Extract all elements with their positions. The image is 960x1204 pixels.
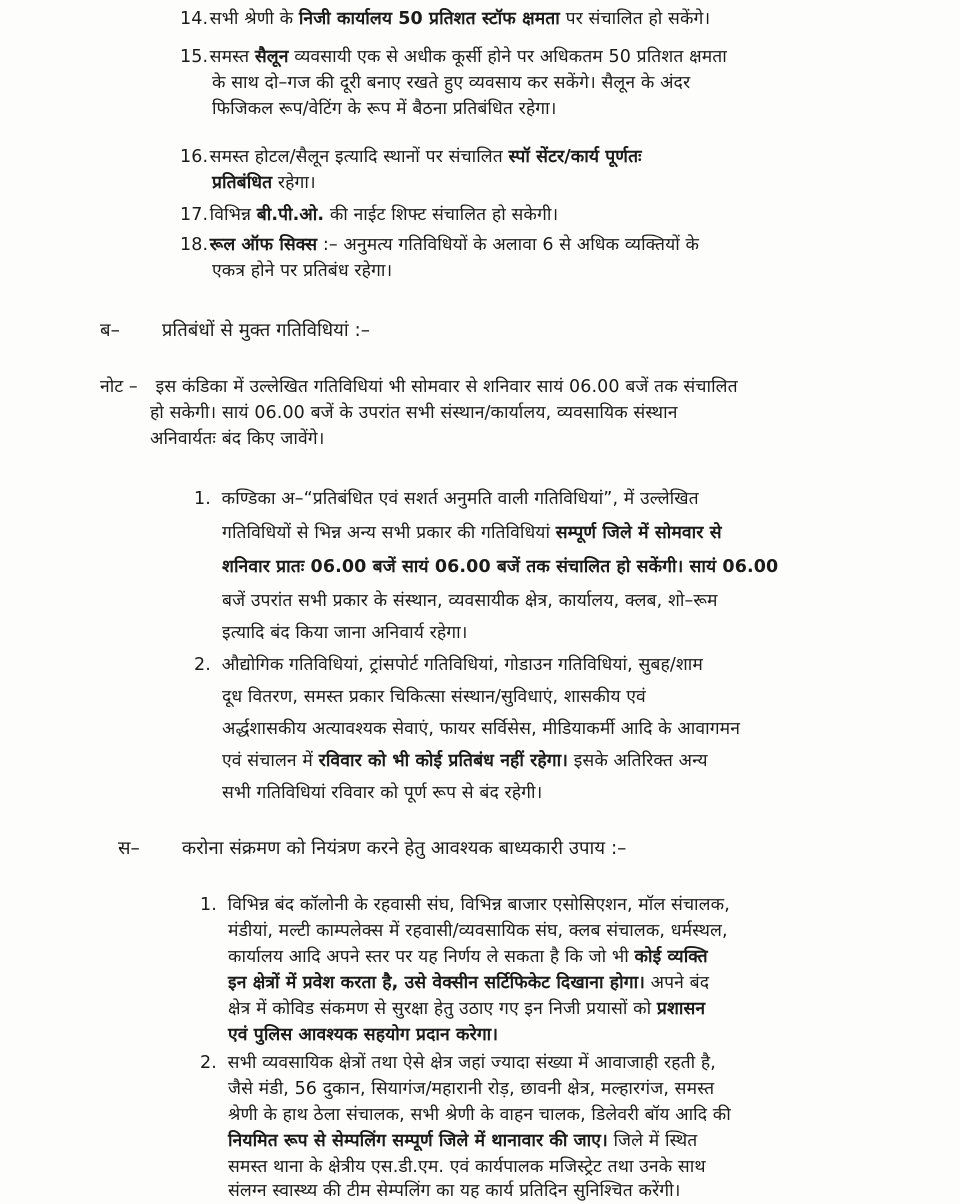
section-c-item-2-line-5: समस्त थाना के क्षेत्रीय एस.डी.एम. एवं कार्यपालक मजिस्ट्रेट तथा उनके साथ — [228, 1157, 706, 1177]
section-b-heading — [100, 318, 370, 344]
section-b-item-2-line-2: दूध वितरण, समस्त प्रकार चिकित्सा संस्थान/सुविधाएं, शासकीय एवं — [222, 687, 646, 707]
section-c-item-2-line-3: श्रेणी के हाथ ठेला संचालक, सभी श्रेणी के वाहन चालक, डिलेवरी बॉय आदि की — [228, 1105, 731, 1125]
section-label: स– — [118, 838, 140, 859]
note-label: नोट – — [100, 377, 138, 397]
section-c-item-1-line-6: एवं पुलिस आवश्यक सहयोग प्रदान करेगा। — [228, 1025, 499, 1045]
item-number: 15. — [180, 47, 209, 67]
item-number: 2. — [200, 1053, 217, 1073]
section-title: करोना संक्रमण को नियंत्रण करने हेतु आवश्यक बाध्यकारी उपाय :– — [181, 838, 627, 859]
section-b-item-1-line-4: बजें उपरांत सभी प्रकार के संस्थान, व्यवसायीक क्षेत्र, कार्यालय, क्लब, शो–रूम — [222, 591, 718, 611]
item-number: 1. — [194, 489, 211, 509]
section-c-item-2-line-4: नियमित रूप से सेम्पलिंग सम्पूर्ण जिले में थानावार की जाए। जिले में स्थित — [228, 1131, 698, 1151]
item-number: 1. — [200, 895, 217, 915]
item-number: 14. — [180, 9, 209, 29]
section-c-item-2-line-1: 2. सभी व्यवसायिक क्षेत्रों तथा ऐसे क्षेत्र जहां ज्यादा संख्या में आवाजाही रहती है, — [200, 1050, 716, 1076]
item-15-line-1: 15. समस्त सैलून व्यवसायी एक से अधीक कूर्सी होने पर अधिकतम 50 प्रतिशत क्षमता — [180, 44, 727, 70]
item-17: 17. विभिन्न बी.पी.ओ. की नाईट शिफ्ट संचालित हो सकेगी। — [180, 202, 558, 228]
section-c-heading — [118, 836, 626, 862]
note-line-2: हो सकेगी। सायं 06.00 बजें के उपरांत सभी संस्थान/कार्यालय, व्यवसायिक संस्थान — [150, 403, 678, 423]
item-number: 18. — [180, 235, 209, 255]
item-18-line-2: एकत्र होने पर प्रतिबंध रहेगा। — [212, 261, 393, 281]
section-b-item-2-line-4: एवं संचालन में रविवार को भी कोई प्रतिबंध नहीं रहेगा। इसके अतिरिक्त अन्य — [222, 751, 708, 771]
section-b-item-1-line-3: शनिवार प्रातः 06.00 बजें सायं 06.00 बजें तक संचालित हो सकेंगी। सायं 06.00 — [222, 557, 779, 577]
section-b-item-1-line-1: 1. कण्डिका अ–“प्रतिबंधित एवं सशर्त अनुमति वाली गतिविधियां”, में उल्लेखित — [194, 486, 699, 512]
item-number: 2. — [194, 655, 211, 675]
section-label: ब– — [100, 320, 120, 341]
section-title: प्रतिबंधों से मुक्त गतिविधियां :– — [161, 320, 371, 341]
item-15-line-2: के साथ दो–गज की दूरी बनाए रखते हुए व्यवसाय कर सकेंगे। सैलून के अंदर — [212, 73, 691, 93]
section-c-item-1-line-3: कार्यालय आदि अपने स्तर पर यह निर्णय ले सकता है कि जो भी कोई व्यक्ति — [228, 947, 708, 967]
item-16-line-2: प्रतिबंधित रहेगा। — [212, 173, 316, 193]
section-c-item-2-line-6: संलग्न स्वास्थ्य की टीम सेम्पलिंग का यह कार्य प्रतिदिन सुनिश्चित करेंगी। — [228, 1181, 681, 1201]
note-line-3: अनिवार्यतः बंद किए जावेंगे। — [150, 429, 325, 449]
note-line-1: नोट – इस कंडिका में उल्लेखित गतिविधियां भी सोमवार से शनिवार सायं 06.00 बजें तक संचालित — [100, 374, 738, 400]
section-c-item-1-line-5: क्षेत्र में कोविड संकमण से सुरक्षा हेतु उठाए गए इन निजी प्रयासों को प्रशासन — [228, 999, 706, 1019]
section-b-item-2-line-5: सभी गतिविधियां रविवार को पूर्ण रूप से बंद रहेगी। — [222, 783, 543, 803]
section-c-item-1-line-1: 1. विभिन्न बंद कॉलोनी के रहवासी संघ, विभिन्न बाजार एसोसिएशन, मॉल संचालक, — [200, 892, 730, 918]
item-number: 16. — [180, 147, 209, 167]
section-b-item-1-line-5: इत्यादि बंद किया जाना अनिवार्य रहेगा। — [222, 623, 468, 643]
section-c-item-1-line-2: मंडीयां, मल्टी काम्पलेक्स में रहवासी/व्यवसायिक संघ, क्लब संचालक, धर्मस्थल, — [228, 921, 728, 941]
section-c-item-2-line-2: जैसे मंडी, 56 दुकान, सियागंज/महारानी रोड़, छावनी क्षेत्र, मल्हारगंज, समस्त — [228, 1079, 715, 1099]
section-b-item-2-line-1: 2. औद्योगिक गतिविधियां, ट्रांसपोर्ट गतिविधियां, गोडाउन गतिविधियां, सुबह/शाम — [194, 652, 703, 678]
item-16-line-1: 16. समस्त होटल/सैलून इत्यादि स्थानों पर संचालित स्पॉ सेंटर/कार्य पूर्णतः — [180, 144, 642, 170]
item-14: 14. सभी श्रेणी के निजी कार्यालय 50 प्रतिशत स्टॉफ क्षमता पर संचालित हो सकेंगे। — [180, 6, 710, 32]
item-15-line-3: फिजिकल रूप/वेटिंग के रूप में बैठना प्रतिबंधित रहेगा। — [212, 99, 557, 119]
section-b-item-1-line-2: गतिविधियों से भिन्न अन्य सभी प्रकार की गतिविधियां सम्पूर्ण जिले में सोमवार से — [222, 523, 722, 543]
section-c-item-1-line-4: इन क्षेत्रों में प्रवेश करता है, उसे वेक्सीन सर्टिफिकेट दिखाना होगा। अपने बंद — [228, 973, 710, 993]
item-number: 17. — [180, 205, 209, 225]
section-b-item-2-line-3: अर्द्धशासकीय अत्यावश्यक सेवाएं, फायर सर्विसेस, मीडियाकर्मी आदि के आवागमन — [222, 719, 741, 739]
item-18-line-1: 18. रूल ऑफ सिक्स :– अनुमत्य गतिविधियों के अलावा 6 से अधिक व्यक्तियों के — [180, 232, 699, 258]
